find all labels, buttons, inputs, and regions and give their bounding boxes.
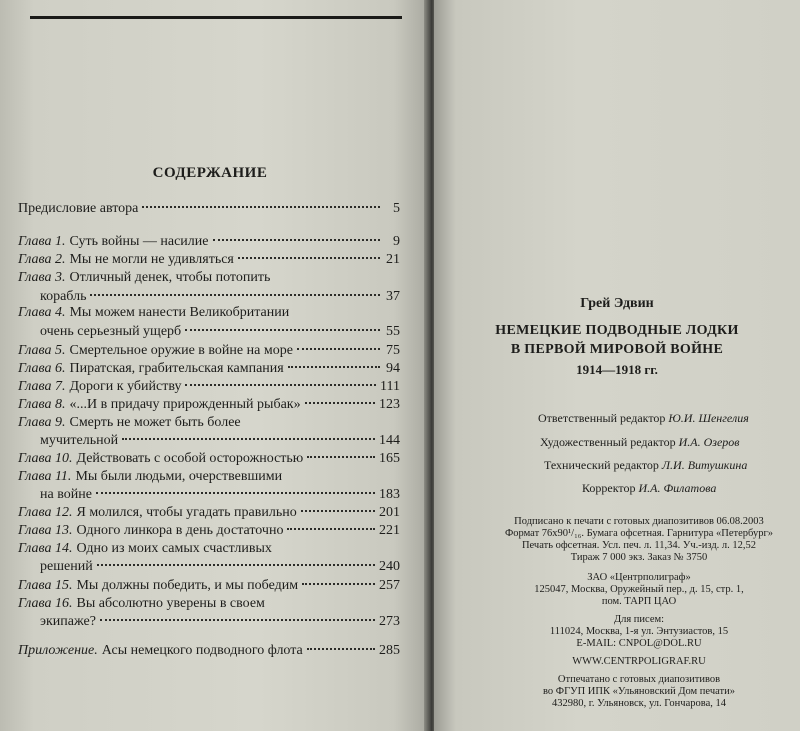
publisher-line: ЗАО «Центрполиграф»: [587, 572, 691, 583]
toc-entry: [18, 577, 400, 594]
toc-leader-dots: [297, 348, 380, 350]
toc-entry-page: 111: [380, 379, 400, 394]
toc-entry-text: Мы должны победить, и мы победим: [76, 578, 299, 593]
toc-entry-page: 123: [379, 397, 400, 412]
toc-entry-text: на войне: [40, 487, 92, 502]
credit-name: И.А. Филатова: [638, 481, 717, 495]
credit-line: [582, 481, 716, 496]
toc-entry: [18, 251, 400, 268]
toc-entry-page: 201: [379, 505, 400, 520]
toc-entry: [18, 414, 400, 431]
toc-leader-dots: [307, 648, 375, 650]
toc-entry: [18, 360, 400, 377]
book-title-line-1: НЕМЕЦКИЕ ПОДВОДНЫЕ ЛОДКИ: [495, 323, 739, 338]
author: Грей Эдвин: [580, 296, 654, 311]
credit-name: Л.И. Витушкина: [661, 458, 748, 472]
imprint-line: Формат 76х90¹/₁₆. Бумага офсетная. Гарнитура «Петербург»: [504, 528, 774, 539]
toc-entry-label: Глава 14.: [18, 541, 73, 556]
toc-entry-text: Смертельное оружие в войне на море: [69, 343, 293, 358]
toc-entry-page: 144: [379, 433, 400, 448]
toc-entry-page: 37: [386, 289, 400, 304]
toc-entry-label: Глава 16.: [18, 596, 73, 611]
toc-entry: [18, 595, 400, 612]
toc-entry-text: экипаже?: [40, 614, 96, 629]
imprint-line: Тираж 7 000 экз. Заказ № 3750: [570, 552, 708, 563]
toc-entry-page: 165: [379, 451, 400, 466]
toc-entry: [40, 288, 400, 305]
toc-entry: [18, 504, 400, 521]
toc-entry-label: Глава 15.: [18, 578, 73, 593]
toc-leader-dots: [185, 384, 376, 386]
toc-leader-dots: [97, 564, 375, 566]
toc-entry-page: 75: [386, 343, 400, 358]
toc-entry: [18, 642, 400, 659]
toc-entry-label: Глава 3.: [18, 270, 66, 285]
toc-entry-text: Вы абсолютно уверены в своем: [76, 596, 265, 611]
book-title-line-2: В ПЕРВОЙ МИРОВОЙ ВОЙНЕ: [510, 342, 724, 357]
toc-entry-label: Глава 9.: [18, 415, 66, 430]
publisher-line: пом. ТАРП ЦАО: [601, 596, 677, 607]
toc-entry-page: 240: [379, 559, 400, 574]
letters-line: 111024, Москва, 1-я ул. Энтузиастов, 15: [549, 626, 729, 637]
toc-entry-page: 55: [386, 324, 400, 339]
top-rule: [30, 16, 402, 19]
toc-entry-page: 94: [386, 361, 400, 376]
toc-entry-text: Смерть не может быть более: [69, 415, 241, 430]
toc-leader-dots: [213, 239, 381, 241]
toc-entry-text: очень серьезный ущерб: [40, 324, 182, 339]
right-page: [434, 0, 800, 731]
toc-entry-label: Глава 4.: [18, 305, 66, 320]
toc-entry-text: Дороги к убийству: [69, 379, 182, 394]
printer-block: [504, 674, 774, 710]
letters-block: [504, 614, 774, 650]
toc-entry-label: Глава 7.: [18, 379, 66, 394]
printer-line: во ФГУП ИПК «Ульяновский Дом печати»: [543, 686, 735, 697]
credit-line: [538, 411, 749, 426]
toc-entry-text: Мы не могли не удивляться: [69, 252, 234, 267]
toc-entry: [18, 522, 400, 539]
printer-line: Отпечатано с готовых диапозитивов: [557, 674, 721, 685]
toc-entry-text: Мы были людьми, очерствевшими: [75, 469, 283, 484]
toc-entry-page: 273: [379, 614, 400, 629]
toc-entry-label: Глава 2.: [18, 252, 66, 267]
toc-entry-label: Глава 11.: [18, 469, 72, 484]
toc-entry-text: Действовать с особой осторожностью: [76, 451, 304, 466]
toc-leader-dots: [238, 257, 380, 259]
toc-entry-text: корабль: [40, 289, 87, 304]
toc-leader-dots: [122, 438, 375, 440]
toc-entry-text: Одно из моих самых счастливых: [76, 541, 272, 556]
credit-name: И.А. Озеров: [678, 435, 740, 449]
toc-entry-page: 285: [379, 643, 400, 658]
letters-line: Для писем:: [613, 614, 665, 625]
toc-entry-text: мучительной: [40, 433, 119, 448]
toc-entry-text: Я молился, чтобы угадать правильно: [76, 505, 297, 520]
toc-entry: [40, 323, 400, 340]
credit-line: [544, 458, 747, 473]
toc-leader-dots: [90, 294, 380, 296]
credit-role: Корректор: [582, 481, 636, 495]
toc-leader-dots: [287, 528, 375, 530]
credit-role: Художественный редактор: [540, 435, 676, 449]
credit-line: [540, 435, 740, 450]
toc-entry: [18, 450, 400, 467]
toc-leader-dots: [305, 402, 375, 404]
toc-entry: [40, 486, 400, 503]
toc-entry-label: Глава 6.: [18, 361, 66, 376]
toc-entry-text: Пиратская, грабительская кампания: [69, 361, 284, 376]
toc-entry-label: Глава 1.: [18, 234, 66, 249]
toc-entry: [40, 613, 400, 630]
toc-entry-label: Глава 8.: [18, 397, 66, 412]
toc-leader-dots: [96, 492, 375, 494]
toc-entry: [18, 540, 400, 557]
credit-role: Технический редактор: [544, 458, 659, 472]
toc-entry-label: Глава 10.: [18, 451, 73, 466]
website: WWW.CENTRPOLIGRAF.RU: [572, 656, 706, 667]
toc-entry-label: Глава 13.: [18, 523, 73, 538]
credit-name: Ю.И. Шенгелия: [668, 411, 749, 425]
toc-entry: [18, 304, 400, 321]
toc-leader-dots: [301, 510, 375, 512]
toc-entry-text: Предисловие автора: [18, 201, 139, 216]
toc-entry: [18, 396, 400, 413]
toc-entry-text: «...И в придачу прирожденный рыбак»: [69, 397, 301, 412]
toc-entry-page: 221: [379, 523, 400, 538]
years: 1914—1918 гг.: [576, 362, 658, 377]
toc-leader-dots: [185, 329, 380, 331]
printer-line: 432980, г. Ульяновск, ул. Гончарова, 14: [552, 698, 726, 709]
toc-entry-label: Глава 5.: [18, 343, 66, 358]
toc-entry-page: 183: [379, 487, 400, 502]
imprint-line: Подписано к печати с готовых диапозитивов 06.08.2003: [514, 516, 764, 527]
imprint-block: [504, 516, 774, 564]
toc-entry-text: Асы немецкого подводного флота: [101, 643, 303, 658]
toc-leader-dots: [302, 583, 375, 585]
toc-entry-text: Отличный денек, чтобы потопить: [69, 270, 271, 285]
toc-entry-text: Одного линкора в день достаточно: [76, 523, 284, 538]
toc-entry: [18, 378, 400, 395]
toc-entry-text: Суть войны — насилие: [69, 234, 209, 249]
toc-leader-dots: [307, 456, 375, 458]
toc-entry: [18, 200, 400, 217]
toc-entry: [18, 233, 400, 250]
toc-entry-text: решений: [40, 559, 93, 574]
toc-entry-page: 257: [379, 578, 400, 593]
toc-entry-page: 5: [393, 201, 400, 216]
toc-title: СОДЕРЖАНИЕ: [152, 165, 268, 181]
toc-entry: [40, 432, 400, 449]
toc-entry-page: 9: [393, 234, 400, 249]
letters-line: E-MAIL: CNPOL@DOL.RU: [576, 638, 702, 649]
toc-entry: [18, 468, 400, 485]
credit-role: Ответственный редактор: [538, 411, 666, 425]
toc-entry: [18, 342, 400, 359]
book-title: [434, 321, 800, 359]
toc-leader-dots: [142, 206, 380, 208]
toc-entry: [18, 269, 400, 286]
toc-entry-label: Глава 12.: [18, 505, 73, 520]
publisher-line: 125047, Москва, Оружейный пер., д. 15, стр. 1,: [534, 584, 744, 595]
toc-entry: [40, 558, 400, 575]
toc-entry-text: Мы можем нанести Великобритании: [69, 305, 290, 320]
toc-leader-dots: [288, 366, 380, 368]
publisher-block: [504, 572, 774, 608]
toc-entry-page: 21: [386, 252, 400, 267]
imprint-line: Печать офсетная. Усл. печ. л. 11,34. Уч.-изд. л. 12,52: [521, 540, 757, 551]
toc-entry-label: Приложение.: [18, 643, 98, 658]
toc-leader-dots: [100, 619, 375, 621]
